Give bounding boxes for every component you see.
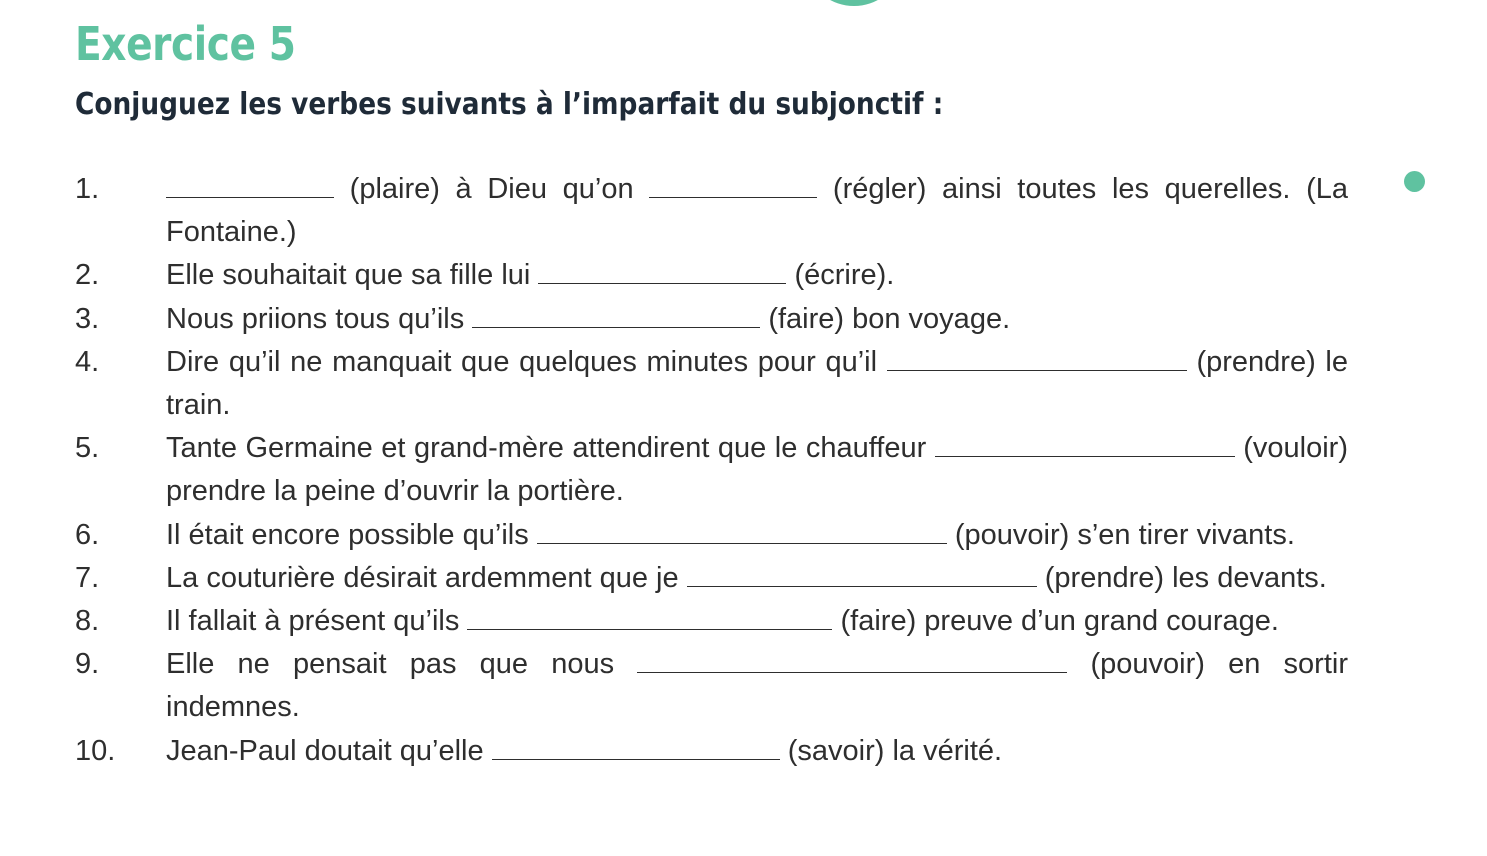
item-text: Il était encore possible qu’ils (pouvoir) s’en tirer vivants.	[166, 518, 1295, 551]
list-item	[75, 730, 1348, 773]
answer-blank[interactable]	[492, 733, 780, 760]
item-text: Elle ne pensait pas que nous (pouvoir) en sortir indemnes.	[166, 648, 1348, 724]
exercise-list	[75, 168, 1348, 773]
decorative-dot	[1404, 171, 1425, 192]
item-number: 4.	[75, 345, 100, 378]
answer-blank[interactable]	[538, 257, 786, 284]
item-text: Tante Germaine et grand-mère attendirent que le chauffeur (vouloir) prendre la peine d’ouvrir la portière.	[166, 432, 1348, 508]
answer-blank[interactable]	[467, 603, 832, 630]
item-text: (plaire) à Dieu qu’on (régler) ainsi toutes les querelles. (La Fontaine.)	[166, 173, 1348, 249]
item-number: 5.	[75, 432, 100, 465]
list-item	[75, 427, 1348, 513]
list-item	[75, 254, 1348, 297]
item-number: 8.	[75, 605, 100, 638]
exercise-title: Exercice 5	[75, 17, 296, 71]
item-number: 7.	[75, 561, 100, 594]
list-item	[75, 341, 1348, 427]
list-item	[75, 168, 1348, 254]
item-text: Il fallait à présent qu’ils (faire) preuve d’un grand courage.	[166, 605, 1279, 638]
item-number: 9.	[75, 648, 100, 681]
answer-blank[interactable]	[637, 646, 1067, 673]
item-text: Dire qu’il ne manquait que quelques minutes pour qu’il (prendre) le train.	[166, 345, 1348, 422]
list-item	[75, 643, 1348, 729]
item-number: 6.	[75, 518, 100, 551]
answer-blank[interactable]	[166, 171, 334, 198]
list-item	[75, 600, 1348, 643]
answer-blank[interactable]	[537, 517, 947, 544]
exercise-instruction: Conjuguez les verbes suivants à l’imparfait du subjonctif :	[75, 87, 944, 122]
item-number: 3.	[75, 302, 100, 335]
item-text: La couturière désirait ardemment que je (prendre) les devants.	[166, 561, 1327, 594]
list-item	[75, 514, 1348, 557]
item-number: 2.	[75, 259, 100, 292]
answer-blank[interactable]	[472, 301, 760, 328]
decorative-circle	[812, 0, 896, 6]
list-item	[75, 298, 1348, 341]
item-text: Nous priions tous qu’ils (faire) bon voyage.	[166, 302, 1011, 335]
answer-blank[interactable]	[687, 560, 1037, 587]
item-text: Elle souhaitait que sa fille lui (écrire).	[166, 259, 895, 292]
answer-blank[interactable]	[935, 430, 1235, 457]
list-item	[75, 557, 1348, 600]
item-number: 1.	[75, 173, 100, 205]
answer-blank[interactable]	[649, 171, 817, 198]
item-number: 10.	[75, 734, 116, 767]
answer-blank[interactable]	[887, 344, 1187, 371]
item-text: Jean-Paul doutait qu’elle (savoir) la vérité.	[166, 734, 1003, 767]
